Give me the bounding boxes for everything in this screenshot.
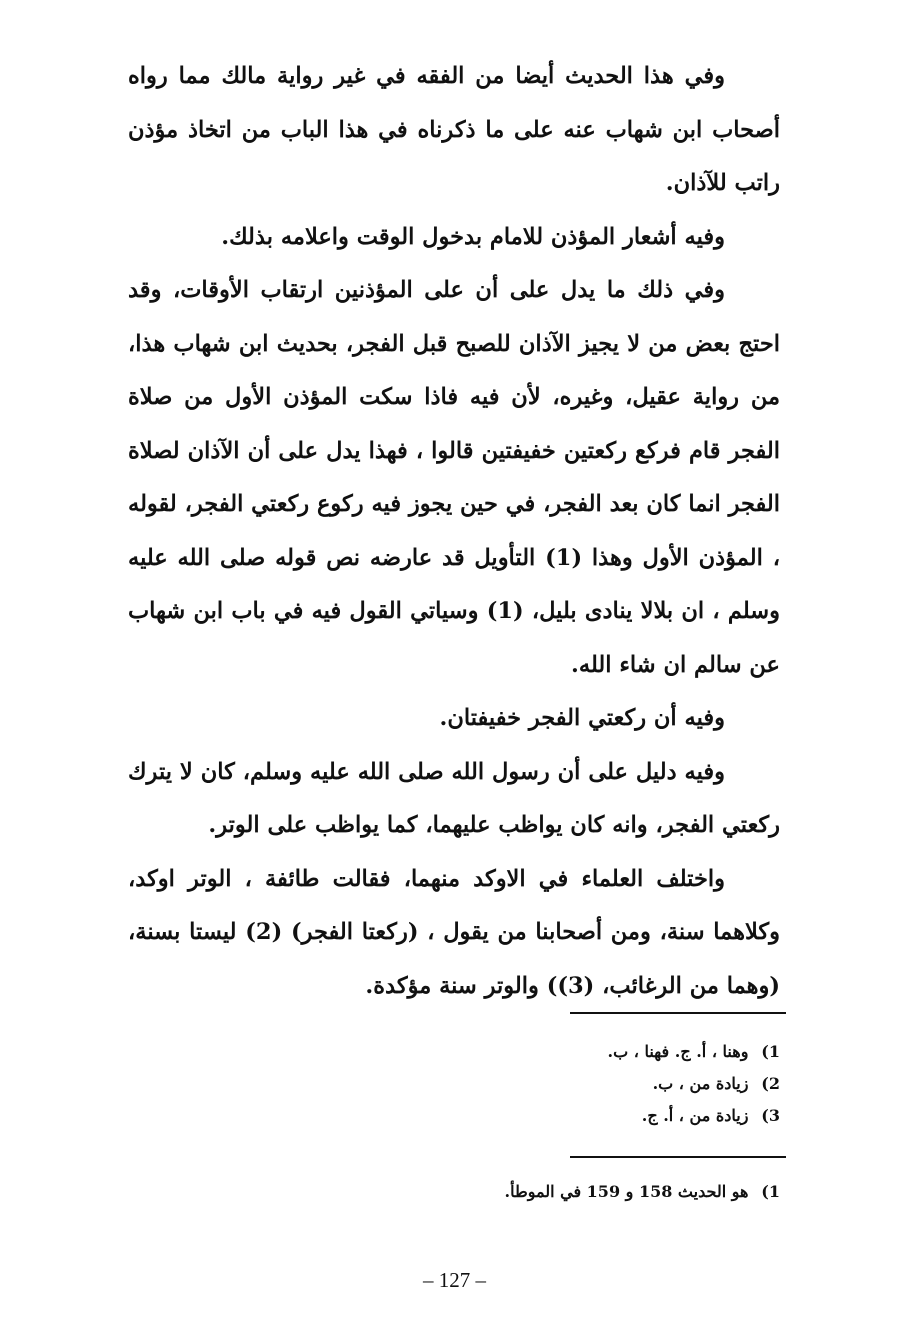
footnote-text: وهنا ، أ. ج. فهنا ، ب. xyxy=(607,1042,749,1061)
source-footnotes xyxy=(440,1176,780,1208)
footnote-item xyxy=(440,1100,780,1132)
footnote-divider xyxy=(570,1012,786,1014)
main-text xyxy=(128,50,780,1013)
footnote-item xyxy=(440,1036,780,1068)
paragraph-1: وفي هذا الحديث أيضا من الفقه في غير رواية مالك مما رواه أصحاب ابن شهاب عنه على ما ذكرناه في هذا الباب من اتخاذ مؤذن راتب للآذان. xyxy=(128,63,780,196)
footnote-number: 3) xyxy=(761,1106,780,1125)
footnote-number: 1) xyxy=(761,1182,780,1201)
footnote-text: زيادة من ، ب. xyxy=(652,1074,749,1093)
variant-footnotes xyxy=(440,1036,780,1132)
footnote-divider xyxy=(570,1156,786,1158)
footnote-number: 2) xyxy=(761,1074,780,1093)
footnote-text: هو الحديث 158 و 159 في الموطأ. xyxy=(504,1182,749,1201)
paragraph-4: وفيه أن ركعتي الفجر خفيفتان. xyxy=(439,705,725,731)
footnote-item xyxy=(440,1176,780,1208)
page-number: – 127 – xyxy=(423,1268,486,1292)
paragraph-2: وفيه أشعار المؤذن للامام بدخول الوقت واعلامه بذلك. xyxy=(221,223,725,250)
paragraph-6: واختلف العلماء في الاوكد منهما، فقالت طائفة ، الوتر اوكد، وكلاهما سنة، ومن أصحابنا من يقول ، (ركعتا الفجر) (2) ليستا بسنة، (وهما من الرغائب، (3)) والوتر سنة مؤكدة. xyxy=(128,865,781,999)
paragraph-5: وفيه دليل على أن رسول الله صلى الله عليه وسلم، كان لا يترك ركعتي الفجر، وانه كان يواظب عليهما، كما يواظب على الوتر. xyxy=(128,758,780,838)
footnote-item xyxy=(440,1068,780,1100)
paragraph-3: وفي ذلك ما يدل على أن على المؤذنين ارتقاب الأوقات، وقد احتج بعض من لا يجيز الآذان للصبح قبل الفجر، بحديث ابن شهاب هذا، من رواية عقيل، وغيره، لأن فيه فاذا سكت المؤذن الأول من صلاة الفجر قام فركع ركعتين خفيفتين قالوا ، فهذا يدل على أن الآذان لصلاة الفجر انما كان بعد الفجر، في حين يجوز فيه ركوع ركعتي الفجر، لقوله ، المؤذن الأول وهذا (1) التأويل قد عارضه نص قوله صلى الله عليه وسلم ، ان بلالا ينادى بليل، (1) وسياتي القول فيه في باب ابن شهاب عن سالم ان شاء الله. xyxy=(128,277,780,678)
footnote-number: 1) xyxy=(761,1042,780,1061)
footnote-text: زيادة من ، أ. ج. xyxy=(641,1106,749,1125)
